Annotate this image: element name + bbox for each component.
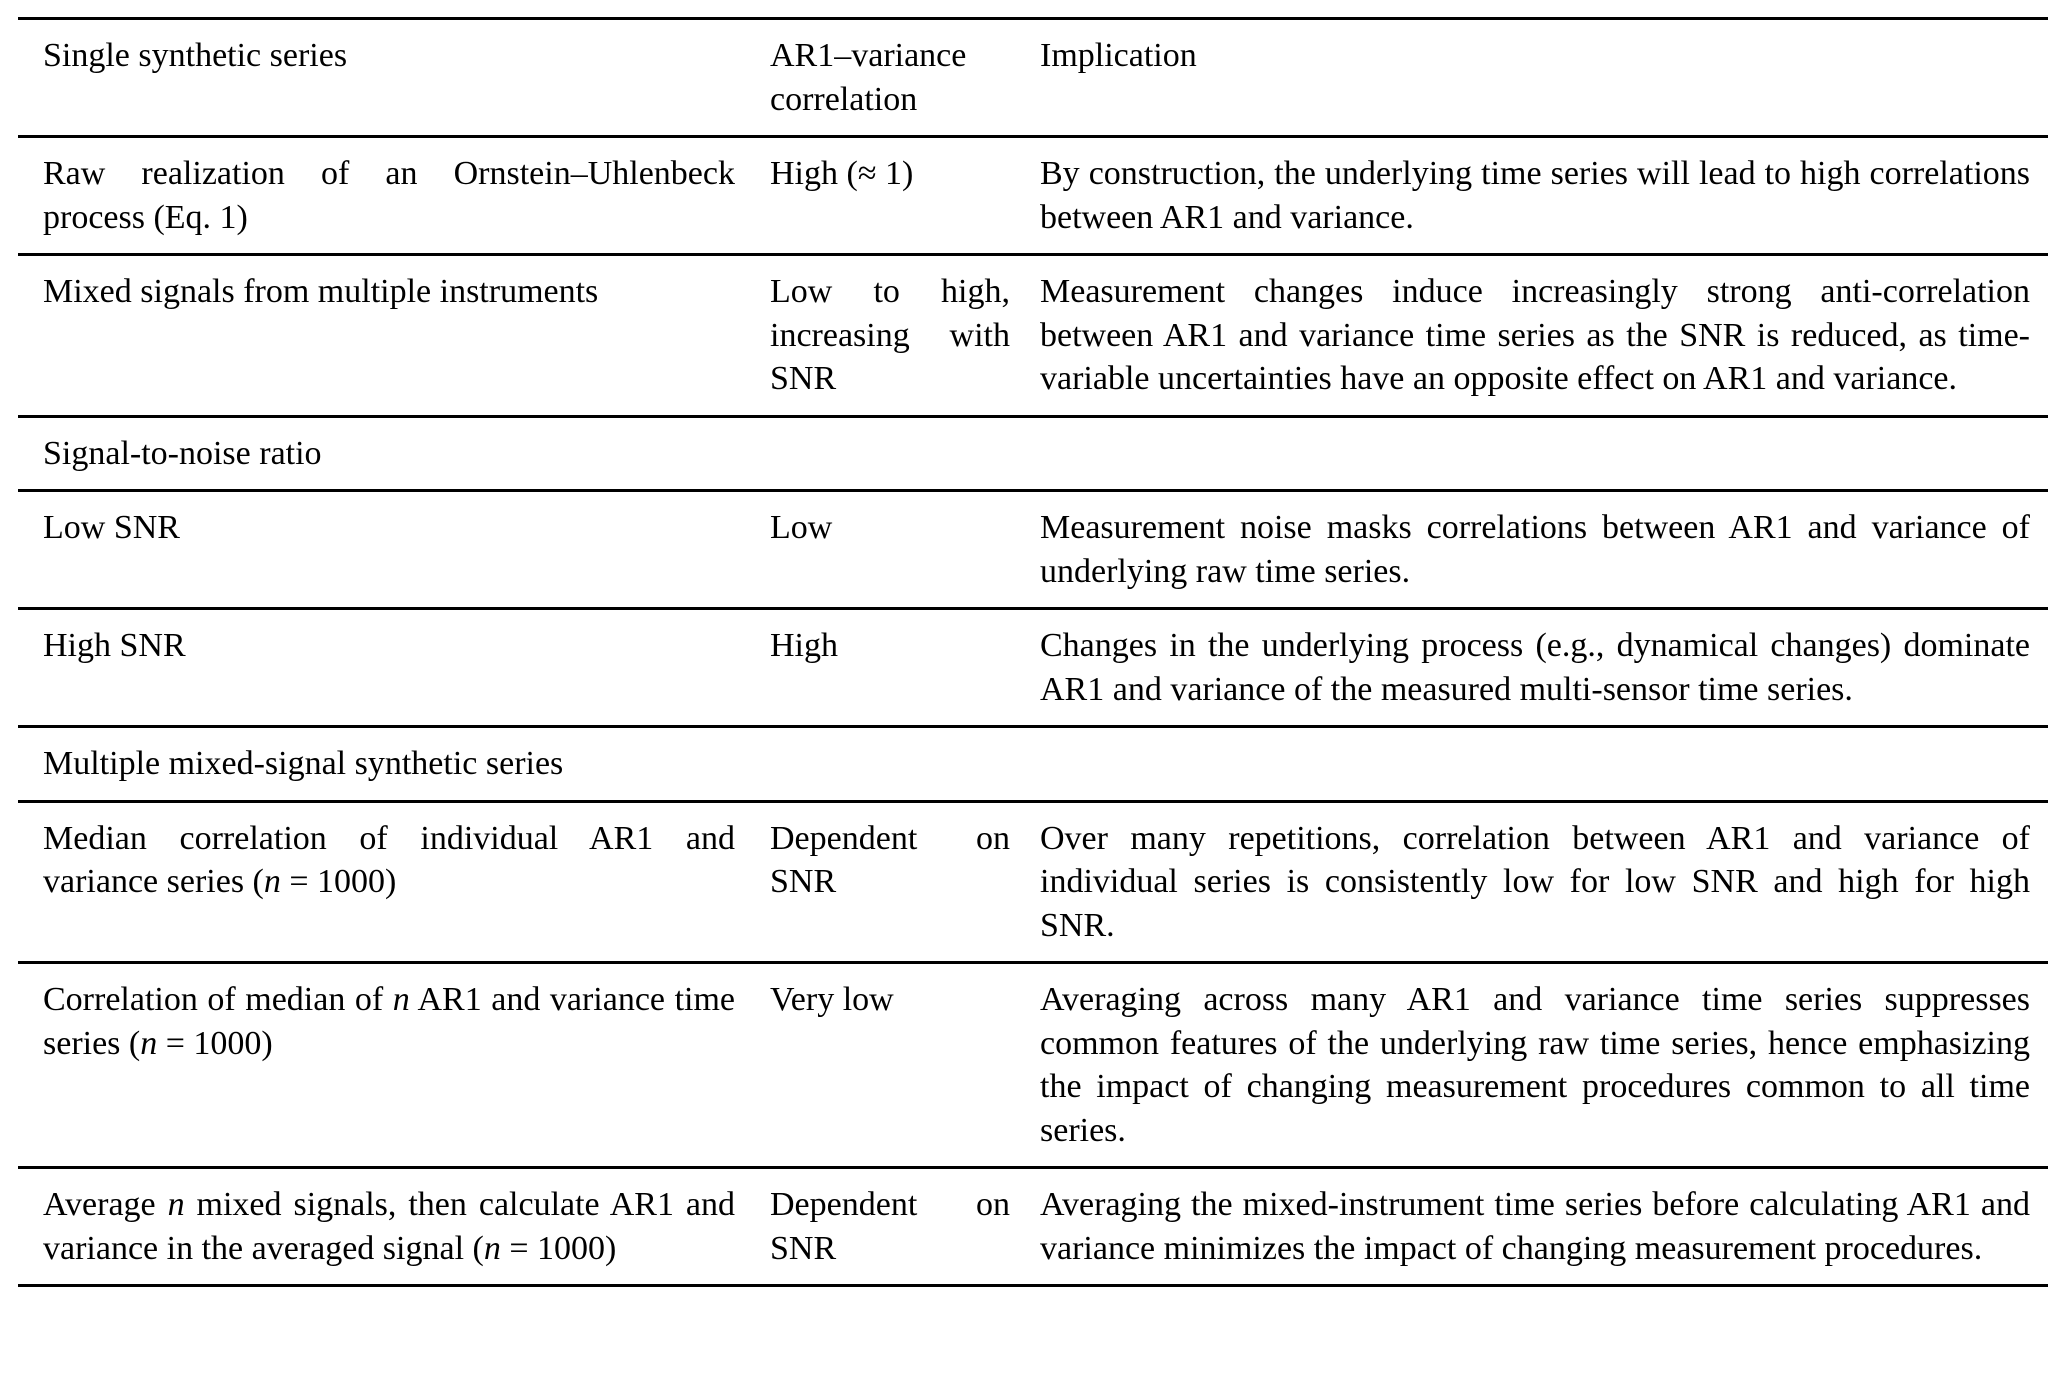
math-var-n: n (263, 863, 281, 900)
column-header-implication: Implication (1040, 37, 1197, 74)
cell-correlation: Very low (770, 981, 894, 1018)
table-row-average-mixed-signals (18, 1168, 2048, 1286)
table-row-mixed-signals (18, 255, 2048, 417)
cell-label: Correlation of median of n AR1 and variance time series (n = 1000) (43, 981, 735, 1062)
cell-implication: Over many repetitions, correlation between AR1 and variance of individual series is consistently low for low SNR and high for high SNR. (1040, 819, 2030, 944)
cell-implication: Averaging the mixed-instrument time series before calculating AR1 and variance minimizes the impact of changing measurement procedures. (1040, 1186, 2030, 1267)
section-row-multiple-mixed-signal (18, 727, 2048, 802)
cell-correlation: Dependent on SNR (770, 1186, 1010, 1267)
section-title: Multiple mixed-signal synthetic series (43, 745, 564, 782)
section-title: Signal-to-noise ratio (43, 434, 322, 472)
table-row-median-correlation (18, 801, 2048, 963)
math-var-n: n (140, 1024, 158, 1062)
label-text: High SNR (43, 627, 186, 664)
label-text: Average (43, 1186, 168, 1223)
table-header-row (18, 19, 2048, 137)
cell-label: Median correlation of individual AR1 and variance series (n = 1000) (43, 819, 735, 900)
cell-label: Average n mixed signals, then calculate AR1 and variance in the averaged signal (n = 1000) (43, 1186, 735, 1267)
column-header-series: Single synthetic series (43, 37, 348, 74)
cell-implication: Measurement changes induce increasingly strong anti-correlation between AR1 and variance time series as the SNR is reduced, as time-variable uncertainties have an opposite effect on AR1 and variance. (1040, 273, 2030, 397)
cell-implication: Averaging across many AR1 and variance time series suppresses common features of the underlying raw time series, hence emphasizing the impact of changing measurement procedures common to all time series. (1040, 981, 2030, 1149)
table-row-correlation-of-median (18, 963, 2048, 1168)
synthetic-series-summary-table (18, 17, 2048, 1287)
cell-label (18, 491, 770, 609)
cell-correlation: Low (770, 509, 833, 546)
label-text: Mixed signals from multiple instruments (43, 273, 599, 310)
column-header-correlation: AR1–variance correlation (770, 37, 967, 118)
cell-implication: Changes in the underlying process (e.g., dynamical changes) dominate AR1 and variance of the measured multi-sensor time series. (1040, 627, 2030, 708)
table-row-raw-realization (18, 137, 2048, 255)
label-text: Low SNR (43, 509, 180, 546)
math-var-n: n (167, 1186, 185, 1223)
cell-label (18, 137, 770, 255)
label-text: Raw realization of an Ornstein–Uhlenbeck process (Eq. 1) (43, 155, 735, 236)
cell-label (18, 255, 770, 417)
math-var-n: n (392, 981, 410, 1018)
cell-correlation: Dependent on SNR (770, 819, 1010, 900)
math-var-n: n (483, 1229, 501, 1267)
cell-label (18, 609, 770, 727)
cell-correlation: Low to high, increasing with SNR (770, 273, 1010, 397)
section-row-signal-to-noise (18, 416, 2048, 491)
label-text: Correlation of median of (43, 981, 393, 1018)
label-text: Median correlation of individual AR1 and variance series ( (43, 819, 735, 900)
cell-implication: Measurement noise masks correlations between AR1 and variance of underlying raw time series. (1040, 509, 2030, 590)
table-row-high-snr (18, 609, 2048, 727)
cell-implication: By construction, the underlying time series will lead to high correlations between AR1 and variance. (1040, 155, 2030, 236)
cell-correlation: High (≈ 1) (770, 155, 914, 192)
cell-correlation: High (770, 627, 838, 664)
table-row-low-snr (18, 491, 2048, 609)
